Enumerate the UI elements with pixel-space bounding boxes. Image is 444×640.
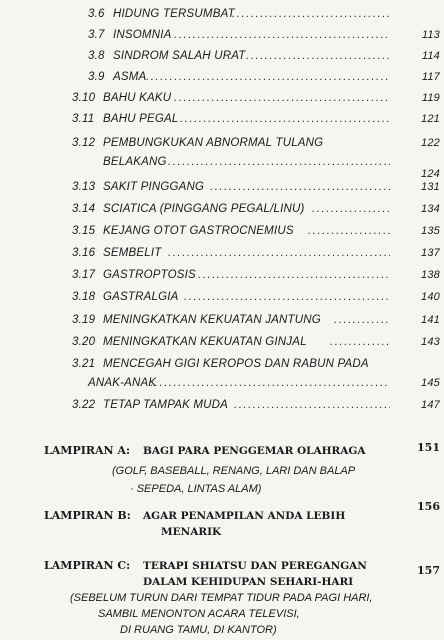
toc-page-number: 147: [421, 399, 440, 411]
toc-page-number: 137: [421, 247, 440, 259]
toc-title: INSOMNIA: [113, 29, 172, 41]
appendix-label: LAMPIRAN A:: [44, 444, 131, 457]
toc-number: 3.20: [72, 336, 96, 348]
toc-title-continuation: ANAK-ANAK: [88, 377, 157, 389]
toc-title: SCIATICA (PINGGANG PEGAL/LINU): [103, 203, 305, 215]
toc-number: 3.16: [72, 247, 96, 259]
toc-title: PEMBUNGKUKAN ABNORMAL TULANG: [103, 137, 324, 149]
toc-page-number: 135: [421, 225, 440, 237]
toc-title: SAKIT PINGGANG: [103, 181, 205, 193]
toc-title: MENINGKATKAN KEKUATAN JANTUNG: [103, 314, 321, 326]
toc-page-number: 134: [421, 203, 440, 215]
appendix-title: TERAPI SHIATSU DAN PEREGANGAN: [143, 560, 367, 572]
toc-title: TETAP TAMPAK MUDA: [103, 399, 229, 411]
leader-dots: [174, 29, 390, 41]
toc-number: 3.9: [88, 71, 105, 83]
toc-number: 3.10: [72, 92, 96, 104]
leader-dots: [146, 71, 390, 83]
toc-page-number: 143: [421, 336, 440, 348]
toc-number: 3.12: [72, 137, 96, 149]
toc-title: MENCEGAH GIGI KEROPOS DAN RABUN PADA: [103, 358, 369, 370]
appendix-label: LAMPIRAN B:: [44, 509, 131, 522]
toc-number: 3.15: [72, 225, 96, 237]
leader-dots: [168, 247, 390, 259]
toc-page-number: 122: [421, 137, 440, 149]
leader-dots: [330, 336, 390, 348]
toc-title: MENINGKATKAN KEKUATAN GINJAL: [103, 336, 307, 348]
leader-dots: [334, 314, 390, 326]
appendix-subtitle: (SEBELUM TURUN DARI TEMPAT TIDUR PADA PAGI HARI,: [70, 592, 373, 604]
appendix-page-number: 156: [417, 500, 440, 513]
toc-number: 3.8: [88, 50, 105, 62]
toc-page-number: 114: [421, 50, 440, 62]
leader-dots: [312, 203, 390, 215]
toc-page-number: 121: [421, 113, 440, 125]
appendix-label: LAMPIRAN C:: [44, 559, 131, 572]
toc-number: 3.7: [88, 29, 105, 41]
toc-page-number: 117: [421, 71, 440, 83]
toc-title: GASTRALGIA: [103, 291, 179, 303]
appendix-page-number: 157: [417, 564, 440, 577]
toc-title: SEMBELIT: [103, 247, 162, 259]
toc-page-number: 140: [421, 291, 440, 303]
toc-number: 3.13: [72, 181, 96, 193]
toc-number: 3.18: [72, 291, 96, 303]
appendix-page-number: 151: [417, 441, 440, 454]
toc-title: HIDUNG TERSUMBAT: [113, 8, 235, 20]
toc-number: 3.6: [88, 8, 105, 20]
toc-title: BAHU KAKU: [103, 92, 172, 104]
toc-page-number: 138: [421, 269, 440, 281]
toc-number: 3.21: [72, 358, 96, 370]
toc-number: 3.11: [72, 113, 95, 125]
appendix-title: AGAR PENAMPILAN ANDA LEBIH: [143, 510, 346, 522]
leader-dots: [150, 377, 390, 389]
leader-dots: [234, 399, 390, 411]
leader-dots: [174, 92, 390, 104]
toc-title: ASMA: [113, 71, 147, 83]
leader-dots: [198, 269, 390, 281]
appendix-title: BAGI PARA PENGGEMAR OLAHRAGA: [143, 445, 366, 457]
leader-dots: [232, 8, 390, 20]
toc-title: GASTROPTOSIS: [103, 269, 196, 281]
leader-dots: [180, 113, 390, 125]
leader-dots: [184, 291, 390, 303]
toc-title: KEJANG OTOT GASTROCNEMIUS: [103, 225, 294, 237]
appendix-title: MENARIK: [161, 526, 222, 538]
leader-dots: [210, 181, 390, 193]
appendix-title: DALAM KEHIDUPAN SEHARI-HARI: [143, 576, 354, 588]
appendix-subtitle: (GOLF, BASEBALL, RENANG, LARI DAN BALAP: [112, 465, 356, 477]
appendix-subtitle: DI RUANG TAMU, DI KANTOR): [120, 624, 277, 636]
toc-page-number: 141: [421, 314, 440, 326]
toc-title: SINDROM SALAH URAT: [113, 50, 246, 62]
toc-page-number: 119: [421, 92, 440, 104]
leader-dots: [246, 50, 390, 62]
appendix-subtitle: · SEPEDA, LINTAS ALAM): [130, 483, 262, 495]
toc-page-number: 124: [421, 168, 440, 180]
toc-title: BAHU PEGAL: [103, 113, 179, 125]
appendix-subtitle: SAMBIL MENONTON ACARA TELEVISI,: [98, 608, 300, 620]
toc-number: 3.22: [72, 399, 96, 411]
toc-page-number: 145: [421, 377, 440, 389]
toc-title-continuation: BELAKANG: [103, 156, 167, 168]
leader-dots: [308, 225, 390, 237]
toc-number: 3.17: [72, 269, 96, 281]
toc-number: 3.14: [72, 203, 96, 215]
toc-number: 3.19: [72, 314, 96, 326]
toc-page-number: 113: [421, 29, 440, 41]
leader-dots: [168, 156, 390, 168]
toc-page-number: 131: [421, 181, 440, 193]
